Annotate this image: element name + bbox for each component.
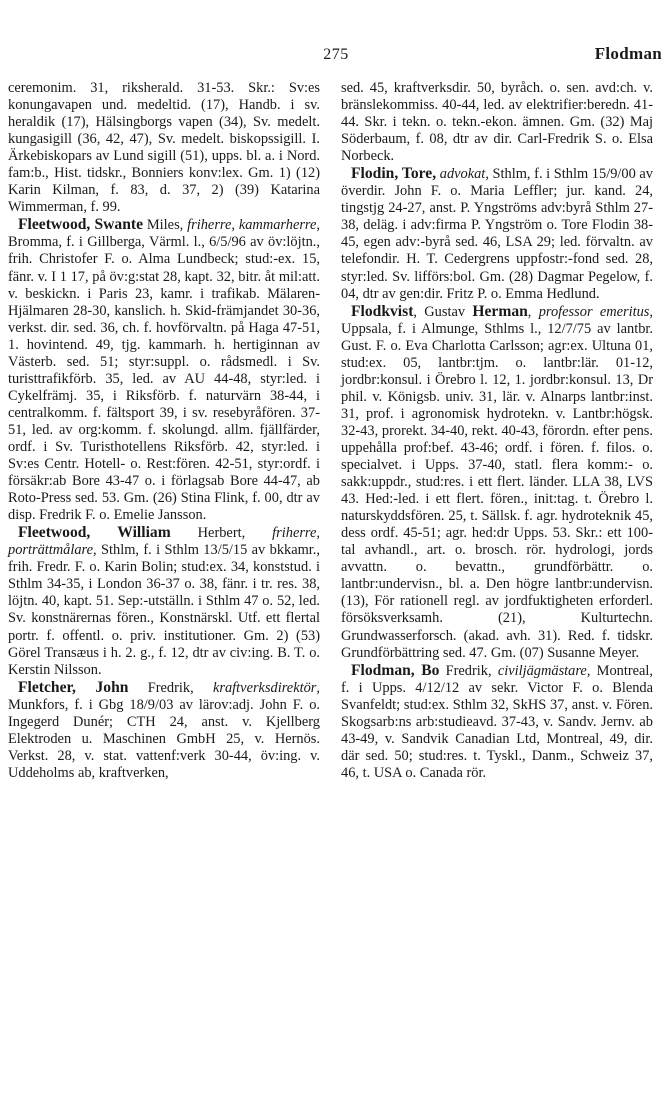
entry-text: , Montreal, f. i Upps. 4/12/12 av sekr. Victor F. o. Blenda Svanfeldt; stud:ex. Sthlm 32, SkHS 37, anst. v. Fören. Skogsarb:ns arb:studieavd. 37-43, v. Sandv. Jernv. ab 43-49, v. Sandvik Canadian Ltd, Montreal, 49, dir. där sed. 50; stud:res. t. Tyskl., Danm., Schweiz 37, 46, t. USA o. Canada rör. (341, 662, 653, 781)
entry-name: Fletcher, John (18, 678, 129, 696)
entry-flodkvist-gustav: Flodkvist, Gustav Herman, professor emeritus, Uppsala, f. i Almunge, Sthlms l., 12/7/75 av lantbr. Gust. F. o. Eva Charlotta Carlsson; agr:ex. Ultuna 01, stud:ex. 05, lantbr:tjm. o. lantbr:lär. 01-12, jordbr:konsul. i Örebro l. 12, 1. jordbr:konsul. 13, Dr phil. v. Königsb. univ. 31, lär. v. Alnarps lantbr:inst. 31, prof. i agronomisk hydrotekn. v. Lantbr:högsk. 32-43, prorekt. 34-40, rekt. 40-43, förordn. efter pens. uppehålla prof:bef. 43-46; ordf. i fören. f. filos. o. specialvet. i Upps. 37-40, statl. flera komm:- o. sakk:uppdr., stud:res. i ett flert. länder. LLA 38, LVS 43. Hed:-led. i ett flert. fören., init:tag. t. Örebro l. naturskyddsfören. 25, t. Sällsk. f. agr. hydroteknik 45, dess ordf. 45-51; agr. hed:dr Upps. 53. Skr.: ett 100-tal avhandl., art. o. brosch. rör. hydrologi, jords avvattn. o. bevattn., grundförbättr. o. lantbr:undervisn., bl. a. Den högre lantbr:undervisn. (13), För rationell regl. av jordfuktigheten erforderl. försöksverksamh. (21), Kulturtechn. Grundwasserforsch. (akad. avh. 31). Red. f. tidskr. Grundförbättring sed. 47. Gm. (07) Susanne Meyer. (341, 302, 654, 661)
entry-name-called: Herman (472, 302, 528, 320)
entry-name: Fleetwood, William (18, 524, 171, 542)
entry-name: Fleetwood, Swante (18, 216, 144, 234)
entry-given-names: Herbert, (170, 525, 273, 542)
entry-name: Flodman, Bo (351, 661, 440, 679)
entry-given-names: Miles, (143, 217, 188, 234)
entry-continued (8, 80, 320, 216)
entry-flodin-tore (341, 165, 653, 302)
entry-fleetwood-william (8, 524, 320, 678)
entry-name: Flodkvist (351, 302, 414, 320)
entry-text: , Munkfors, f. i Gbg 18/9/03 av lärov:adj. John F. o. Ingegerd Dunér; CTH 24, anst. v. Kjellberg Elektroden u. Maschinen GmbH 25, v. Hernös. Verkst. 28, v. stat. vattenf:verk 30-44, öv:ing. v. Uddeholms ab, kraftverken, (8, 679, 320, 781)
right-column (341, 80, 653, 782)
entry-given-names: , Gustav (413, 303, 473, 320)
entry-fletcher-john (8, 679, 320, 782)
entry-title: friherre, porträttmålare (8, 525, 320, 559)
entry-title: advokat (439, 166, 486, 183)
entry-title: friherre, kammarherre (187, 217, 317, 234)
entry-fleetwood-swante (8, 216, 320, 524)
page-number: 275 (323, 46, 349, 63)
entry-text: , Sthlm, f. i Sthlm 13/5/15 av bkkamr., frih. Fredr. F. o. Karin Bolin; stud:ex. 34, konststud. i Sthlm 34-35, i London 36-37 o. 38, fänr. i tr. res. 38, löjtn. 40, kapt. 51. Sep:-utställn. i Sthlm 47 o. 52, led. Sv. konstnärernas fören., Konstnärskl. Utf. ett flertal portr. f. offentl. o. priv. institutioner. Gm. 2) (53) Görel Transæus i h. 2. g., f. 12, dtr av civ:ing. B. T. o. Kerstin Nilsson. (8, 542, 320, 678)
entry-given-names: Fredrik, (439, 662, 498, 679)
entry-text: ceremonim. 31, riksherald. 31-53. Skr.: Sv:es konungavapen und. medeltid. (17), Handb. i sv. heraldik (17), Hälsingborgs vapen (34), Sv. medelt. kungasigill (36, 42, 47), Sv. medelt. biskopssigill. I. Ärkebiskopars av Lund sigill (51), upps. bl. a. i Nord. fam:b., Hist. tidskr., Bonniers konv:lex. Gm. 1) (12) Karin Kilman, f. 83, d. 37, 2) (39) Katarina Wimmerman, f. 99. (8, 80, 320, 216)
entry-flodman-bo (341, 662, 653, 782)
entry-text: , Sthlm, f. i Sthlm 15/9/00 av överdir. John F. o. Maria Leffler; jur. kand. 24, tingstjg 24-27, anst. P. Yngströms adv:byrå Sthlm 27-38, deläg. i adv:firma P. Yngström o. Tore Flodin 38-45, egen adv:-byrå sed. 46, LSA 29; led. förvaltn. av telefondir. H. T. Cedergrens uppfostr:-fond sed. 28, styr:led. Sv. lifförs:bol. Gm. (28) Dagmar Pegelow, f. 04, dtr av gen:dir. Fritz P. o. Emma Hedlund. (341, 166, 653, 302)
entry-text: sed. 45, kraftverksdir. 50, byråch. o. sen. avd:ch. v. bränslekommiss. 40-44, led. av elektrifier:beredn. 41-44. Skr. i tekn. o. tekn.-ekon. ämnen. Gm. (32) Maj Söderbaum, f. 08, dtr av dir. Carl-Fredrik S. o. Elsa Norbeck. (341, 80, 653, 165)
entry-text: , Uppsala, f. i Almunge, Sthlms l., 12/7/75 av lantbr. Gust. F. o. Eva Charlotta Carlsson; agr:ex. Ultuna 01, stud:ex. 05, lantbr:tjm. o. lantbr:lär. 01-12, jordbr:konsul. i Örebro l. 12, 1. jordbr:konsul. 13, Dr phil. v. Königsb. univ. 31, lär. v. Alnarps lantbr:inst. 31, prof. i agronomisk hydrotekn. v. Lantbr:högsk. 32-43, prorekt. 34-40, rekt. 40-43, förordn. efter pens. uppehålla prof:bef. 43-46; ordf. i fören. f. filos. o. specialvet. i Upps. 37-40, statl. flera komm:- o. sakk:uppdr., stud:res. i ett flert. länder. LLA 38, LVS 43. Hed:-led. i ett flert. fören., init:tag. t. Örebro l. naturskyddsfören. 25, t. Sällsk. f. agr. hydroteknik 45, dess ordf. 45-51; agr. hed:dr Upps. 53. Skr.: ett 100-tal avhandl., art. o. brosch. rör. hydrologi, jords avvattn. o. bevattn., grundförbättr. o. lantbr:undervisn., bl. a. Den högre lantbr:undervisn. (13), För rationell regl. av jordfuktigheten erforderl. försöksverksamh. (21), Kulturtechn. Grundwasserforsch. (akad. avh. 31). Red. f. tidskr. Grundförbättring sed. 47. Gm. (07) Susanne Meyer. (341, 303, 654, 661)
entry-text: , Bromma, f. i Gillberga, Värml. l., 6/5/96 av öv:löjtn., frih. Christofer F. o. Alma Lundbeck; stud:-ex. 15, fänr. v. I 1 17, på öv:g:stat 28, kapt. 32, bitr. åt mil:att. v. beskickn. i Paris 23, kamr. i trafikab. Mälaren-Hjälmaren 28-30, kanslich. h. Skid-främjandet 30-36, verkst. dir. sed. 36, ch. f. hovförvaltn. på Haga 47-51, 1. hovintend. 49, tjg. kammarh. h. hertiginnan av Västerb. sed. 51; styr:suppl. o. rådsmedl. i Sv. turisttrafikförb. 35, led. av AU 44-48, styr:led. i Cykelfrämj. 35, i Riksförb. f. naturvärn 38-44, i centralkomm. f. fältsport 39, i sv. resebyråfören. 37-51, led. av org:komm. f. skolungd. allm. fjällfärder, ordf. i Sv. Turisthotellens Riksförb. 42, styr:led. i Sv:es Centr. Hotell- o. Rest:fören. 42-51, styr:ordf. i försäkr:ab Bore 43-47 o. i förlagsab Bore 44-47, ab Roto-Press sed. 53. Gm. (26) Stina Flink, f. 00, dtr av disp. Fredrik F. o. Emelie Jansson. (8, 217, 320, 524)
entry-name: Flodin, Tore, (351, 165, 437, 183)
entry-title: professor emeritus (538, 303, 650, 320)
running-head: Flodman (594, 44, 662, 63)
entry-title: civiljägmästare (497, 662, 587, 679)
entry-continued (341, 80, 653, 165)
entry-title: kraftverksdirektör (213, 679, 317, 696)
left-column (8, 80, 320, 782)
entry-given-names: Fredrik, (128, 679, 213, 696)
